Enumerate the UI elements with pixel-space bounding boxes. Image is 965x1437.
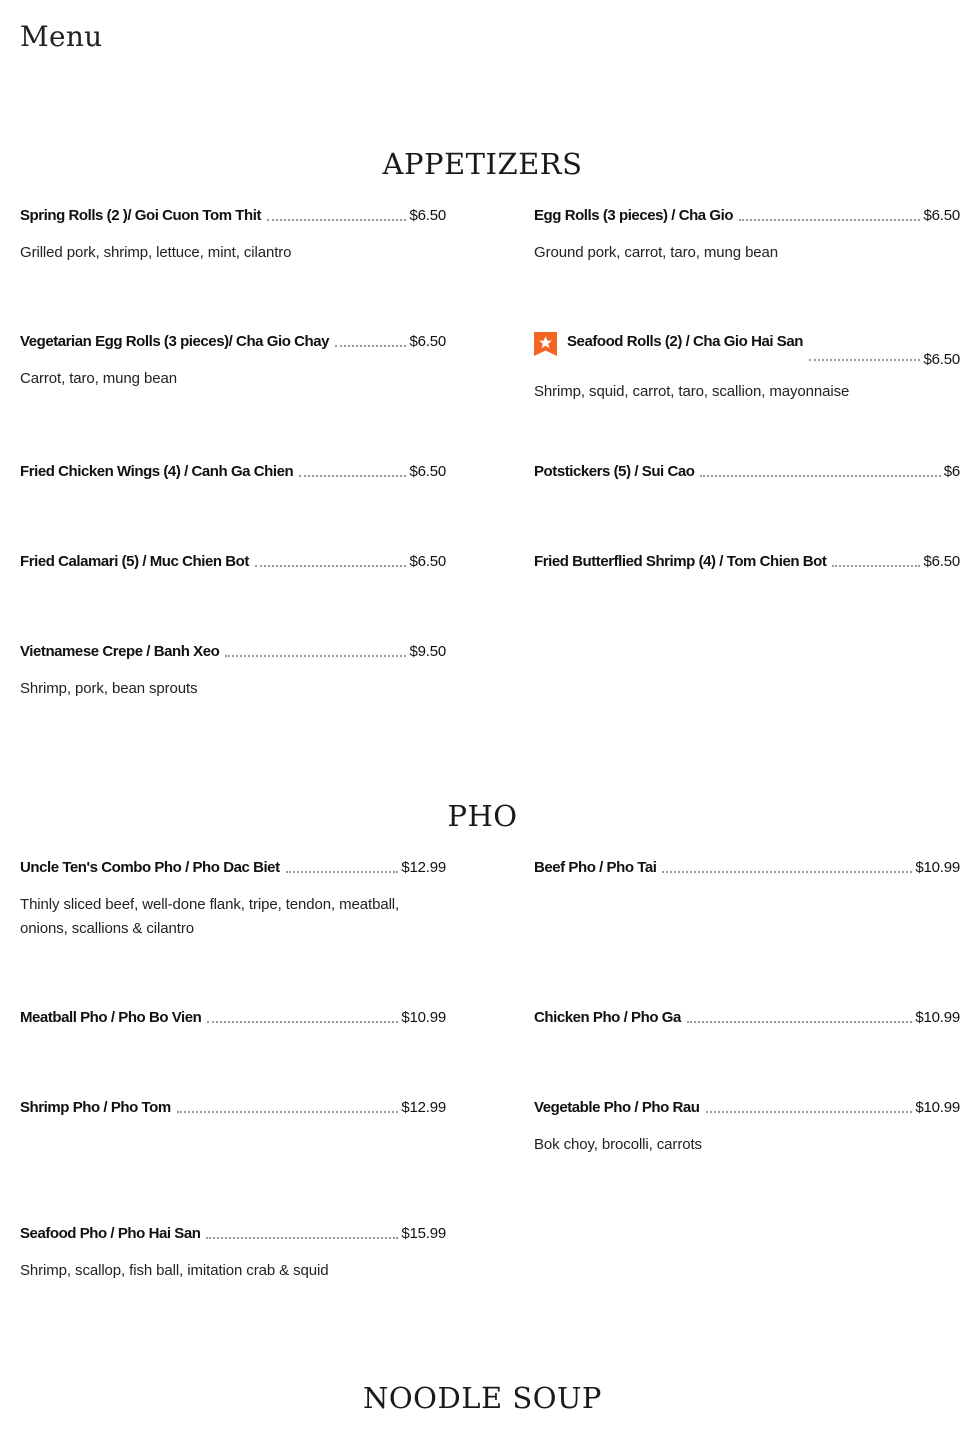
item-price: $6.50 [409, 553, 446, 570]
section-heading-pho: PHO [447, 799, 518, 833]
item-price: $10.99 [915, 1009, 960, 1026]
dot-leader [177, 1111, 399, 1113]
dot-leader [267, 219, 406, 221]
menu-item-chicken-pho [534, 1008, 960, 1028]
dot-leader [335, 345, 406, 347]
item-price: $6.50 [409, 463, 446, 480]
item-description: Shrimp, pork, bean sprouts [20, 680, 198, 697]
item-price: $9.50 [409, 643, 446, 660]
item-price: $6.50 [409, 333, 446, 350]
dot-leader [706, 1111, 913, 1113]
menu-item-beef-pho [534, 858, 960, 878]
item-description: Thinly sliced beef, well-done flank, tripe, tendon, meatball, onions, scallions & cilantro [20, 896, 400, 937]
page-title: Menu [20, 20, 103, 53]
item-description: Shrimp, scallop, fish ball, imitation crab & squid [20, 1262, 329, 1279]
menu-item-potstickers [534, 462, 960, 482]
menu-item-spring-rolls [20, 206, 446, 265]
item-name: Shrimp Pho / Pho Tom [20, 1099, 171, 1116]
item-description: Ground pork, carrot, taro, mung bean [534, 244, 779, 261]
star-icon [534, 332, 557, 356]
item-name: Seafood Pho / Pho Hai San [20, 1225, 201, 1242]
dot-leader [662, 871, 912, 873]
item-price: $12.99 [401, 859, 446, 876]
dot-leader [255, 565, 407, 567]
menu-item-seafood-pho [20, 1224, 446, 1283]
dot-leader [809, 359, 920, 361]
item-price: $10.99 [915, 859, 960, 876]
item-name: Uncle Ten's Combo Pho / Pho Dac Biet [20, 859, 280, 876]
section-heading-appetizers: APPETIZERS [382, 147, 583, 181]
item-price: $12.99 [401, 1099, 446, 1116]
menu-item-egg-rolls [534, 206, 960, 265]
dot-leader [225, 655, 406, 657]
menu-item-fried-butterflied-shrimp [534, 552, 960, 572]
item-price: $6.50 [923, 207, 960, 224]
item-name: Egg Rolls (3 pieces) / Cha Gio [534, 207, 734, 224]
item-description: Bok choy, brocolli, carrots [534, 1136, 702, 1153]
item-price: $6.50 [923, 351, 960, 368]
item-price: $10.99 [915, 1099, 960, 1116]
item-name: Fried Chicken Wings (4) / Canh Ga Chien [20, 463, 294, 480]
dot-leader [700, 475, 940, 477]
dot-leader [739, 219, 920, 221]
item-description: Grilled pork, shrimp, lettuce, mint, cilantro [20, 244, 292, 261]
item-name: Chicken Pho / Pho Ga [534, 1009, 681, 1026]
item-price: $15.99 [401, 1225, 446, 1242]
item-price: $6.50 [409, 207, 446, 224]
menu-item-combo-pho [20, 858, 446, 941]
section-heading-noodle-soup: NOODLE SOUP [363, 1381, 602, 1415]
menu-item-fried-calamari [20, 552, 446, 572]
item-name: Vietnamese Crepe / Banh Xeo [20, 643, 220, 660]
dot-leader [286, 871, 399, 873]
menu-item-vietnamese-crepe [20, 642, 446, 701]
menu-item-vegetable-pho [534, 1098, 960, 1157]
item-name: Potstickers (5) / Sui Cao [534, 463, 695, 480]
item-name: Fried Calamari (5) / Muc Chien Bot [20, 553, 249, 570]
menu-item-shrimp-pho [20, 1098, 446, 1118]
dot-leader [207, 1021, 398, 1023]
item-name: Beef Pho / Pho Tai [534, 859, 657, 876]
menu-item-vegetarian-egg-rolls [20, 332, 446, 391]
item-name: Spring Rolls (2 )/ Goi Cuon Tom Thit [20, 207, 261, 224]
dot-leader [299, 475, 406, 477]
item-price: $6.50 [923, 553, 960, 570]
item-name: Seafood Rolls (2) / Cha Gio Hai San [567, 333, 803, 350]
item-name: Vegetarian Egg Rolls (3 pieces)/ Cha Gio Chay [20, 333, 330, 350]
menu-item-seafood-rolls [534, 333, 960, 404]
dot-leader [206, 1237, 398, 1239]
item-description: Carrot, taro, mung bean [20, 370, 177, 387]
item-name: Fried Butterflied Shrimp (4) / Tom Chien Bot [534, 553, 827, 570]
menu-item-meatball-pho [20, 1008, 446, 1028]
item-price: $10.99 [401, 1009, 446, 1026]
menu-item-fried-chicken-wings [20, 462, 446, 482]
item-name: Meatball Pho / Pho Bo Vien [20, 1009, 202, 1026]
dot-leader [687, 1021, 912, 1023]
item-description: Shrimp, squid, carrot, taro, scallion, mayonnaise [534, 383, 850, 400]
item-name: Vegetable Pho / Pho Rau [534, 1099, 700, 1116]
item-price: $6 [943, 463, 960, 480]
dot-leader [832, 565, 920, 567]
